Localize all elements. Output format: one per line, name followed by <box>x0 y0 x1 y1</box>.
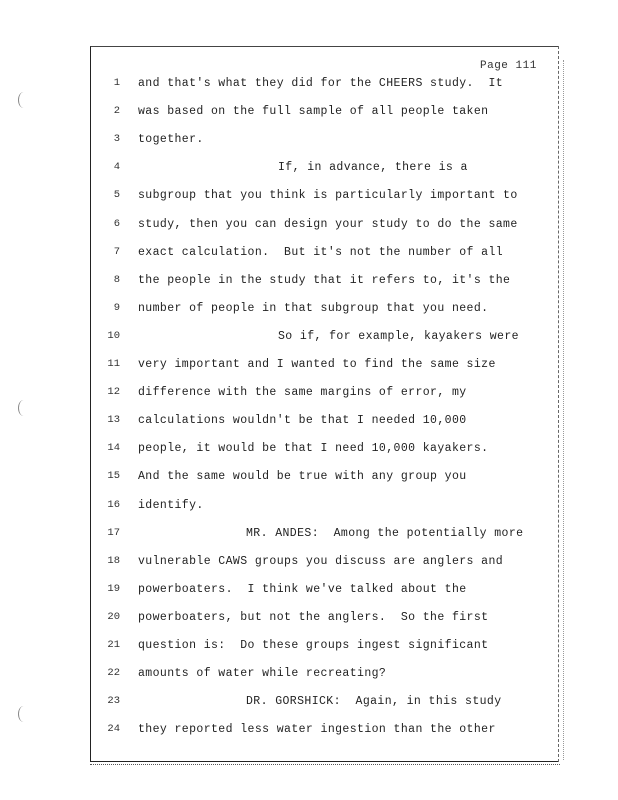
transcript-line <box>96 667 556 695</box>
line-text: identify. <box>138 498 204 512</box>
right-margin-rule <box>558 46 559 762</box>
line-text: powerboaters. I think we've talked about the <box>138 582 467 596</box>
transcript-line <box>96 442 556 470</box>
line-number: 24 <box>107 723 120 736</box>
binder-hole-mark-top <box>18 92 29 108</box>
transcript-line <box>96 499 556 527</box>
binder-hole-mark-bottom <box>18 706 29 722</box>
line-number: 21 <box>107 639 120 651</box>
transcript-line <box>96 189 556 217</box>
line-number: 13 <box>107 414 120 427</box>
line-number: 3 <box>113 133 120 146</box>
line-text: If, in advance, there is a <box>278 161 468 175</box>
transcript-line <box>96 723 556 751</box>
scan-bottom-edge <box>90 764 560 768</box>
transcript-line <box>96 105 556 133</box>
transcript-line <box>96 77 556 105</box>
line-number: 1 <box>113 77 120 89</box>
line-text: vulnerable CAWS groups you discuss are anglers and <box>138 554 504 568</box>
line-text: And the same would be true with any group you <box>138 470 467 484</box>
line-text: subgroup that you think is particularly important to <box>138 189 518 203</box>
transcript-line <box>96 161 556 189</box>
line-number: 11 <box>107 358 120 370</box>
transcript-line <box>96 133 556 161</box>
transcript-line <box>96 302 556 330</box>
line-text: very important and I wanted to find the same size <box>138 358 496 371</box>
line-text: people, it would be that I need 10,000 kayakers. <box>138 442 489 456</box>
page-number-header: Page 111 <box>480 60 537 72</box>
line-text: the people in the study that it refers to, it's the <box>138 273 511 287</box>
line-text: study, then you can design your study to do the same <box>138 217 518 231</box>
line-text: DR. GORSHICK: Again, in this study <box>246 695 502 709</box>
line-number: 22 <box>107 667 120 680</box>
transcript-line <box>96 611 556 639</box>
line-number: 8 <box>113 273 120 286</box>
transcript-line <box>96 639 556 667</box>
line-text: exact calculation. But it's not the number of all <box>138 245 504 259</box>
line-number: 5 <box>113 189 120 202</box>
line-number: 14 <box>107 442 120 455</box>
line-number: 10 <box>107 329 120 342</box>
line-number: 4 <box>113 161 120 174</box>
transcript-line <box>96 330 556 358</box>
transcript-line <box>96 218 556 246</box>
transcript-line <box>96 527 556 555</box>
line-text: MR. ANDES: Among the potentially more <box>246 526 524 540</box>
line-number: 17 <box>107 526 120 539</box>
line-number: 6 <box>113 217 120 230</box>
line-number: 19 <box>107 582 120 595</box>
line-number: 16 <box>107 498 120 511</box>
binder-hole-mark-middle <box>18 400 29 416</box>
line-text: difference with the same margins of error, my <box>138 386 467 400</box>
line-text: was based on the full sample of all people taken <box>138 105 489 119</box>
line-text: So if, for example, kayakers were <box>278 329 519 343</box>
line-text: powerboaters, but not the anglers. So the first <box>138 610 489 624</box>
line-number: 18 <box>107 554 120 567</box>
transcript-line <box>96 358 556 386</box>
right-margin-rule-secondary <box>563 60 564 760</box>
line-text: and that's what they did for the CHEERS study. It <box>138 77 504 90</box>
transcript-line <box>96 274 556 302</box>
line-number: 7 <box>113 245 120 258</box>
line-number: 15 <box>107 470 120 483</box>
line-text: number of people in that subgroup that you need. <box>138 301 489 315</box>
line-number: 20 <box>107 610 120 623</box>
line-number: 23 <box>107 695 120 708</box>
transcript-line <box>96 470 556 498</box>
line-text: they reported less water ingestion than the other <box>138 723 496 737</box>
transcript-line <box>96 246 556 274</box>
transcript-line <box>96 695 556 723</box>
line-text: question is: Do these groups ingest significant <box>138 639 489 652</box>
transcript-line <box>96 386 556 414</box>
line-text: together. <box>138 133 204 147</box>
transcript-line <box>96 583 556 611</box>
transcript-line <box>96 555 556 583</box>
line-text: calculations wouldn't be that I needed 10,000 <box>138 414 467 428</box>
line-number: 12 <box>107 386 120 399</box>
line-number: 2 <box>113 105 120 118</box>
line-number: 9 <box>113 301 120 314</box>
line-text: amounts of water while recreating? <box>138 667 387 681</box>
transcript-line <box>96 414 556 442</box>
